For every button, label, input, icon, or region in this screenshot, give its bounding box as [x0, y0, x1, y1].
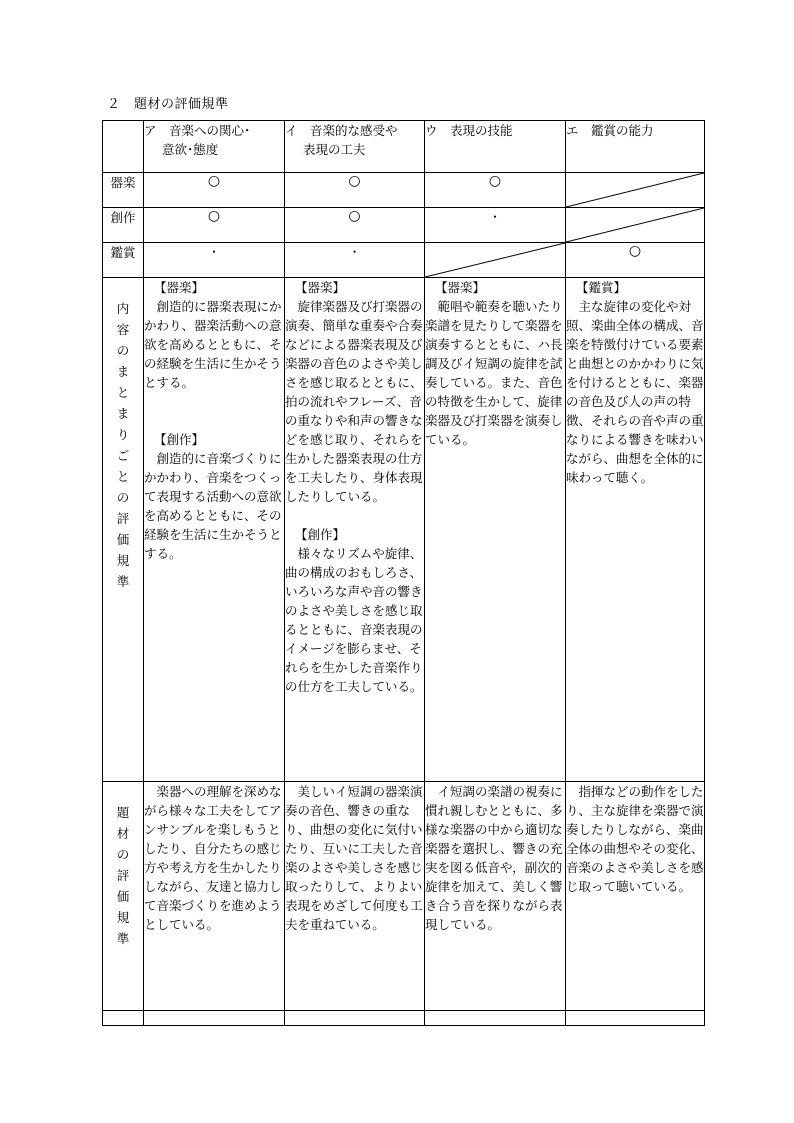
header-a [144, 121, 285, 173]
header-u [425, 121, 566, 173]
header-e-label: エ 鑑賞の能力 [566, 123, 654, 138]
row-sousaku [103, 208, 705, 243]
content-i-sousaku-text: 様々なリズムや旋律、曲の構成のおもしろさ、いろいろな声や音の響きのよさや美しさを感じ取るとともに、音楽表現のイメージを膨らませ、それらを生かした音楽作りの仕方を工夫している。 [285, 546, 423, 694]
header-row [103, 121, 705, 173]
header-e [566, 121, 705, 173]
mark-kigaku-a: ○ [207, 173, 221, 189]
mark-kigaku-i: ○ [348, 173, 361, 189]
mark-kanshou-e: ○ [628, 243, 642, 259]
content-a-sousaku-text: 創造的に音楽づくりにかかわり、音楽をつくって表現する活動への意欲を高めるとともに、その経験を生活に生かそうとする。 [144, 451, 282, 561]
mark-sousaku-i: ○ [348, 208, 361, 224]
header-a-line2: 意欲･態度 [162, 142, 219, 157]
header-i-line1: イ 音楽的な感受や [285, 123, 398, 138]
mark-kanshou-a: ･ [210, 245, 217, 259]
topic-a-text: 楽器への理解を深めながら様々な工夫をしてアンサンブルを楽しもうとしたり、自分たちの感じ方や考え方を生かしたりしながら、友達と協力して音楽づくりを進めようとしている。 [144, 784, 282, 932]
content-a-cell [144, 278, 285, 782]
content-u-cell [425, 278, 566, 782]
row-label-sousaku: 創作 [103, 208, 144, 243]
topic-criteria-row [103, 782, 705, 1011]
content-i-kigaku-text: 旋律楽器及び打楽器の演奏、簡単な重奏や合奏などによる器楽表現及び楽器の音色のよさや美しさを感じ取るとともに、拍の流れやフレーズ、音の重なりや和声の響きなどを感じ取り、それらを生かした器楽表現の仕方を工夫したり、身体表現したりしている。 [285, 299, 423, 504]
content-criteria-row [103, 278, 705, 782]
header-i-line2: 表現の工夫 [303, 142, 366, 157]
content-e-kanshou-heading: 【鑑賞】 [576, 280, 627, 295]
corner-cell [103, 121, 144, 173]
content-i-kigaku-heading: 【器楽】 [295, 280, 346, 295]
mark-kigaku-u: ○ [488, 173, 502, 189]
content-u-kigaku-heading: 【器楽】 [435, 280, 486, 295]
mark-sousaku-a: ○ [207, 208, 221, 224]
header-u-label: ウ 表現の技能 [425, 123, 513, 138]
content-a-kigaku-text: 創造的に器楽表現にかかわり、器楽活動への意欲を高めるとともに、その経験を生活に生かそうとする。 [144, 299, 282, 390]
topic-i-text: 美しいイ短調の器楽演奏の音色、響きの重なり、曲想の変化に気付いたり、互いに工夫した音楽のよさや美しさを感じ取ったりして、よりよい表現をめざして何度も工夫を重ねている。 [285, 784, 423, 932]
header-i [285, 121, 425, 173]
content-e-kanshou-text: 主な旋律の変化や対照、楽曲全体の構成、音楽を特徴付けている要素と曲想とのかかわりに気を付けるとともに、楽器の音色及び人の声の特徴、それらの音や声の重なりによる響きを味わいながら、曲想を全体的に味わって聴く。 [566, 299, 704, 485]
topic-e-text: 指揮などの動作をしたり、主な旋律を楽器で演奏したりしながら、楽曲全体の曲想やその変化、音楽のよさや美しさを感じ取って聴いている。 [566, 784, 704, 894]
content-criteria-label: 内容のまとまりごとの評価規準 [116, 301, 130, 589]
topic-u-text: イ短調の楽譜の視奏に慣れ親しむとともに、多様な楽器の中から適切な楽器を選択し、響きの充実を図る低音や，副次的旋律を加えて、美しく響き合う音を探りながら表現している。 [425, 784, 563, 932]
diagonal-cell-kigaku-e [566, 173, 705, 208]
table-continuation-row [103, 1011, 705, 1026]
content-a-kigaku-heading: 【器楽】 [154, 280, 205, 295]
mark-sousaku-u: ･ [491, 210, 498, 224]
row-label-kanshou: 鑑賞 [103, 243, 144, 278]
row-label-kigaku: 器楽 [103, 173, 144, 208]
diagonal-cell-kanshou-u [425, 243, 566, 278]
header-a-line1: ア 音楽への関心･ [144, 123, 251, 138]
evaluation-criteria-table [102, 120, 705, 1026]
content-e-cell [566, 278, 705, 782]
mark-kanshou-i: ･ [351, 245, 358, 259]
topic-criteria-label: 題材の評価規準 [116, 805, 130, 946]
row-kanshou [103, 243, 705, 278]
content-i-cell [285, 278, 425, 782]
row-kigaku [103, 173, 705, 208]
content-i-sousaku-heading: 【創作】 [295, 527, 346, 542]
diagonal-cell-sousaku-e [566, 208, 705, 243]
content-a-sousaku-heading: 【創作】 [154, 432, 205, 447]
section-title: ２ 題材の評価規準 [107, 97, 229, 112]
content-u-kigaku-text: 範唱や範奏を聴いたり楽譜を見たりして楽器を演奏するとともに、ハ長調及びイ短調の旋律を試奏している。また、音色の特徴を生かして、旋律楽器及び打楽器を演奏している。 [425, 299, 563, 447]
